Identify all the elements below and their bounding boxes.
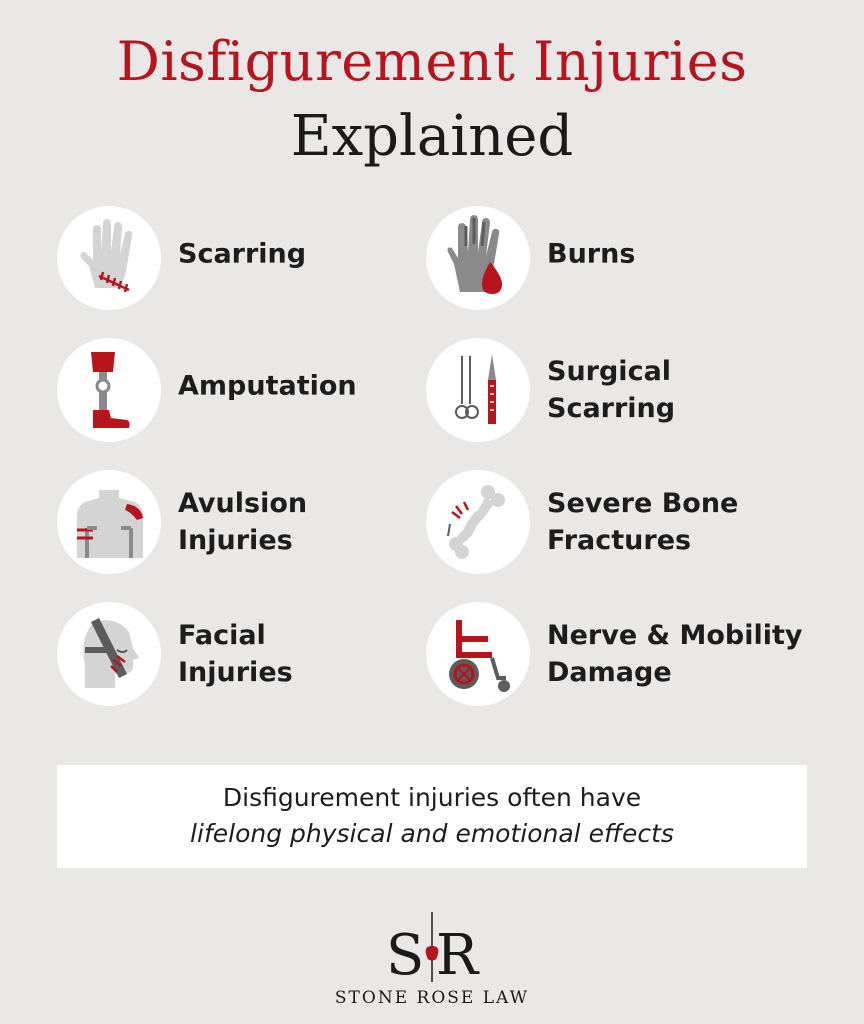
broken-bone-icon — [426, 470, 530, 574]
torso-wound-icon — [57, 470, 161, 574]
page-title: Disfigurement Injuries — [116, 30, 748, 93]
label-facial: Facial Injuries — [178, 620, 293, 688]
label-burns: Burns — [547, 238, 636, 270]
prosthetic-leg-icon — [57, 338, 161, 442]
banner-line-2: lifelong physical and emotional effects — [190, 819, 674, 848]
summary-banner — [57, 765, 807, 868]
logo-name: STONE ROSE LAW — [334, 988, 530, 1008]
label-scarring: Scarring — [178, 238, 307, 270]
surgical-tools-icon — [426, 338, 530, 442]
label-fractures: Severe Bone Fractures — [547, 488, 739, 556]
page-subtitle: Explained — [290, 104, 574, 169]
bandaged-face-icon — [57, 602, 161, 706]
label-amputation: Amputation — [178, 370, 357, 402]
logo-monogram-left: S — [386, 923, 425, 985]
burned-hand-icon — [426, 206, 530, 310]
wheelchair-icon — [426, 602, 530, 706]
scarred-hand-icon — [57, 206, 161, 310]
banner-line-1: Disfigurement injuries often have — [222, 783, 642, 812]
stone-rose-logo — [382, 910, 482, 985]
label-surgical-scarring: Surgical Scarring — [547, 356, 676, 424]
label-nerve: Nerve & Mobility Damage — [547, 620, 803, 688]
logo-monogram-right: R — [436, 923, 479, 985]
label-avulsion: Avulsion Injuries — [178, 488, 308, 556]
